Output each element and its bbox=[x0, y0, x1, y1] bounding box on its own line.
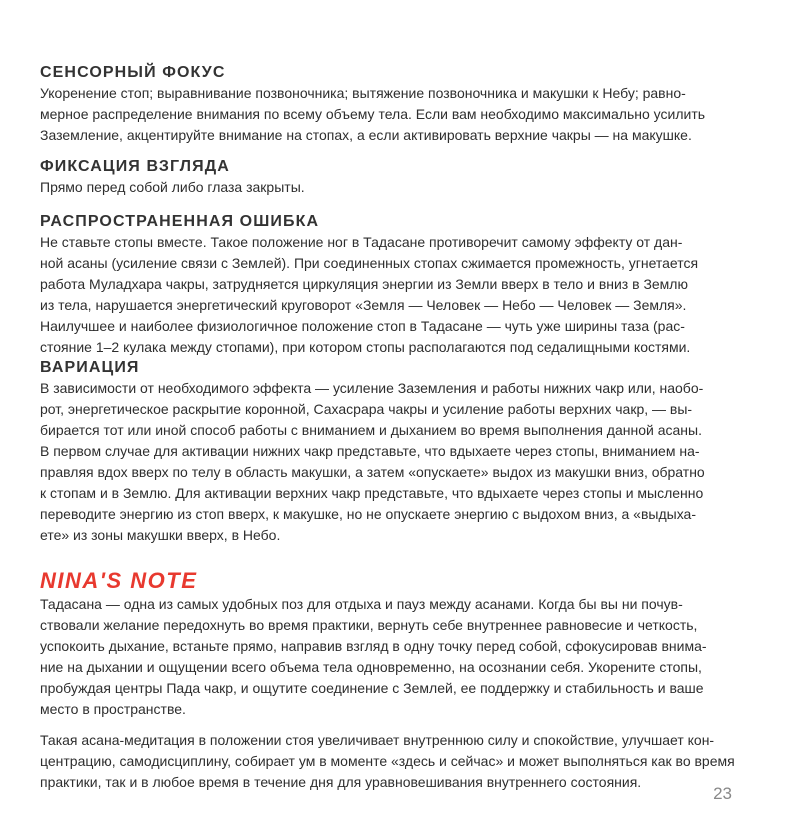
text-line: практики, так и в любое время в течение дня для уравновешивания внутреннего состояния. bbox=[40, 774, 642, 790]
text-line: ние на дыхании и ощущении всего объема тела одновременно, на осознании себя. Укорените стопы, bbox=[40, 659, 702, 675]
text-line: Заземление, акцентируйте внимание на стопах, а если активировать верхние чакры — на макушке. bbox=[40, 127, 692, 143]
text-line: место в пространстве. bbox=[40, 701, 186, 717]
text-line: из тела, нарушается энергетический круговорот «Земля — Человек — Небо — Человек — Земля». bbox=[40, 297, 687, 313]
text-line: правляя вдох вверх по телу в область макушки, а затем «опускаете» выдох из макушки вниз, обратно bbox=[40, 464, 705, 480]
section-gaze-fixation bbox=[40, 157, 740, 198]
text-line: рот, энергетическое раскрытие коронной, Сахасрара чакры и усиление работы верхних чакр, — вы- bbox=[40, 401, 693, 417]
text-line: Тадасана — одна из самых удобных поз для отдыха и пауз между асанами. Когда бы вы ни почув- bbox=[40, 596, 683, 612]
text-line: В первом случае для активации нижних чакр представьте, что вдыхаете через стопы, вниманием на- bbox=[40, 443, 700, 459]
text-line: успокоить дыхание, встаньте прямо, направив взгляд в одну точку перед собой, сфокусировав внима- bbox=[40, 638, 707, 654]
text-line: работа Муладхара чакры, затрудняется циркуляция энергии из Земли вверх в тело и вниз в Землю bbox=[40, 276, 688, 292]
text-line: В зависимости от необходимого эффекта — усиление Заземления и работы нижних чакр или, наобо- bbox=[40, 380, 704, 396]
text-line: центрацию, самодисциплину, собирает ум в моменте «здесь и сейчас» и может выполняться как во время bbox=[40, 753, 735, 769]
section-body bbox=[40, 177, 740, 198]
text-line: Такая асана-медитация в положении стоя увеличивает внутреннюю силу и спокойствие, улучшает кон- bbox=[40, 732, 715, 748]
ninas-note bbox=[40, 568, 740, 793]
section-variation bbox=[40, 358, 740, 546]
text-line: мерное распределение внимания по всему объему тела. Если вам необходимо максимально усилить bbox=[40, 106, 706, 122]
section-heading: ФИКСАЦИЯ ВЗГЛЯДА bbox=[40, 158, 230, 175]
section-body bbox=[40, 232, 740, 358]
text-line: стояние 1–2 кулака между стопами), при котором стопы располагаются под седалищными костями. bbox=[40, 339, 691, 355]
note-title: NINA'S NOTE bbox=[40, 568, 198, 593]
section-body bbox=[40, 83, 740, 146]
page-number: 23 bbox=[713, 784, 732, 803]
text-line: Наилучшее и наиболее физиологичное положение стоп в Тадасане — чуть уже ширины таза (рас- bbox=[40, 318, 685, 334]
text-line: ной асаны (усиление связи с Землей). При соединенных стопах сжимается промежность, угнетается bbox=[40, 255, 699, 271]
text-line: переводите энергию из стоп вверх, к макушке, но не опускаете энергию с выдохом вниз, а «выдыха- bbox=[40, 506, 696, 522]
section-heading: ВАРИАЦИЯ bbox=[40, 359, 140, 376]
note-paragraph-2 bbox=[40, 730, 740, 793]
section-common-mistake bbox=[40, 212, 740, 358]
section-heading: РАСПРОСТРАНЕННАЯ ОШИБКА bbox=[40, 213, 320, 230]
text-line: ствовали желание передохнуть во время практики, вернуть себе внутреннее равновесие и четкость, bbox=[40, 617, 698, 633]
text-line: пробуждая центры Пада чакр, и ощутите соединение с Землей, ее поддержку и стабильность и ваше bbox=[40, 680, 704, 696]
text-line: Прямо перед собой либо глаза закрыты. bbox=[40, 179, 305, 195]
section-sensory-focus bbox=[40, 63, 740, 146]
text-line: к стопам и в Землю. Для активации верхних чакр представьте, что вдыхаете через стопы и мысленно bbox=[40, 485, 704, 501]
section-heading: СЕНСОРНЫЙ ФОКУС bbox=[40, 64, 226, 81]
note-paragraph-1 bbox=[40, 594, 740, 720]
text-line: бирается тот или иной способ работы с вниманием и дыханием во время выполнения данной асаны. bbox=[40, 422, 702, 438]
text-line: Не ставьте стопы вместе. Такое положение ног в Тадасане противоречит самому эффекту от дан- bbox=[40, 234, 683, 250]
section-body bbox=[40, 378, 740, 546]
text-line: Укоренение стоп; выравнивание позвоночника; вытяжение позвоночника и макушки к Небу; равно- bbox=[40, 85, 686, 101]
text-line: ете» из зоны макушки вверх, в Небо. bbox=[40, 527, 281, 543]
